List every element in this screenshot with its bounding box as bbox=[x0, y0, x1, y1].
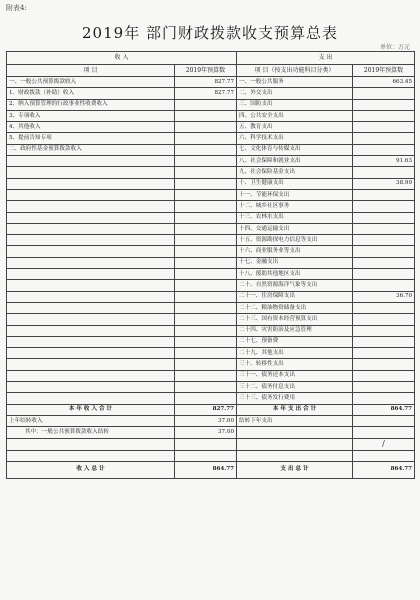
expense-value-cell bbox=[353, 314, 415, 325]
expense-item-cell: 二十四、灾害防治及应急管理 bbox=[237, 325, 353, 336]
expense-item-cell: 十三、农林水支出 bbox=[237, 212, 353, 223]
income-value-cell bbox=[175, 99, 237, 110]
carry-expense-cell: 结转下年支出 bbox=[237, 415, 353, 426]
pen-mark: / bbox=[382, 438, 385, 448]
income-value-cell bbox=[175, 370, 237, 381]
expense-group-header: 支 出 bbox=[237, 52, 415, 65]
income-item-cell: 2、纳入预算管理的行政事业性收费收入 bbox=[7, 99, 175, 110]
income-item-cell bbox=[7, 201, 175, 212]
expense-value-cell bbox=[353, 393, 415, 404]
expense-value-cell bbox=[353, 257, 415, 268]
table-row bbox=[7, 167, 415, 178]
expense-value-cell bbox=[353, 133, 415, 144]
expense-value-cell bbox=[353, 370, 415, 381]
expense-item-header: 项 目（按支出功能科目分类） bbox=[237, 64, 353, 77]
expense-value-cell bbox=[353, 348, 415, 359]
income-item-cell bbox=[7, 393, 175, 404]
table-row bbox=[7, 291, 415, 302]
income-item-cell bbox=[7, 269, 175, 280]
income-item-cell bbox=[7, 348, 175, 359]
expense-item-cell: 四、公共安全支出 bbox=[237, 110, 353, 121]
expense-value-cell bbox=[353, 382, 415, 393]
expense-item-cell: 五、教育支出 bbox=[237, 122, 353, 133]
expense-budget-header: 2019年预算数 bbox=[353, 64, 415, 77]
table-row bbox=[7, 235, 415, 246]
income-value-cell bbox=[175, 314, 237, 325]
expense-value-cell bbox=[353, 212, 415, 223]
income-value-cell bbox=[175, 133, 237, 144]
expense-item-cell: 十八、援助其他地区支出 bbox=[237, 269, 353, 280]
income-value-cell bbox=[175, 122, 237, 133]
carry-expense-value-cell bbox=[353, 450, 415, 461]
expense-item-cell: 七、文化体育与传媒支出 bbox=[237, 144, 353, 155]
table-row bbox=[7, 122, 415, 133]
carry-row bbox=[7, 438, 415, 450]
carry-expense-cell bbox=[237, 438, 353, 450]
income-value-cell: 827.77 bbox=[175, 77, 237, 88]
income-year-total-value: 827.77 bbox=[175, 404, 237, 415]
income-value-cell bbox=[175, 325, 237, 336]
expense-item-cell: 三十三、债务发行费用 bbox=[237, 393, 353, 404]
income-item-cell bbox=[7, 370, 175, 381]
income-value-cell bbox=[175, 178, 237, 189]
carry-income-cell bbox=[7, 438, 175, 450]
carry-expense-value-cell bbox=[353, 427, 415, 438]
expense-item-cell: 十四、交通运输支出 bbox=[237, 223, 353, 234]
income-value-cell bbox=[175, 235, 237, 246]
table-row bbox=[7, 325, 415, 336]
table-row bbox=[7, 144, 415, 155]
expense-value-cell: 36.70 bbox=[353, 291, 415, 302]
expense-grand-total-value: 864.77 bbox=[353, 461, 415, 478]
expense-item-cell: 二十二、粮油物资储备支出 bbox=[237, 302, 353, 313]
column-header-row bbox=[7, 64, 415, 77]
expense-value-cell bbox=[353, 88, 415, 99]
page-title: 2019年 部门财政拨款收支预算总表 bbox=[82, 24, 338, 42]
expense-value-cell bbox=[353, 359, 415, 370]
income-value-cell bbox=[175, 144, 237, 155]
expense-value-cell bbox=[353, 336, 415, 347]
income-item-cell: 3、专项收入 bbox=[7, 110, 175, 121]
income-budget-header: 2019年预算数 bbox=[175, 64, 237, 77]
income-value-cell bbox=[175, 269, 237, 280]
expense-value-cell bbox=[353, 99, 415, 110]
expense-year-total-value: 864.77 bbox=[353, 404, 415, 415]
income-value-cell bbox=[175, 156, 237, 167]
carry-row bbox=[7, 415, 415, 426]
table-row bbox=[7, 393, 415, 404]
table-row bbox=[7, 212, 415, 223]
budget-table-body bbox=[7, 52, 415, 479]
table-row bbox=[7, 382, 415, 393]
expense-value-cell bbox=[353, 167, 415, 178]
expense-item-cell: 二十一、住房保障支出 bbox=[237, 291, 353, 302]
income-value-cell bbox=[175, 291, 237, 302]
table-row bbox=[7, 359, 415, 370]
expense-item-cell: 二十三、国有资本经营预算支出 bbox=[237, 314, 353, 325]
table-row bbox=[7, 348, 415, 359]
expense-value-cell bbox=[353, 246, 415, 257]
table-row bbox=[7, 133, 415, 144]
table-row bbox=[7, 201, 415, 212]
income-value-cell bbox=[175, 257, 237, 268]
income-value-cell bbox=[175, 110, 237, 121]
income-item-cell bbox=[7, 314, 175, 325]
carry-income-value-cell bbox=[175, 438, 237, 450]
unit-label: 单位：万元 bbox=[379, 44, 410, 51]
income-item-cell bbox=[7, 189, 175, 200]
income-item-cell: 一、一般公共预算拨款收入 bbox=[7, 77, 175, 88]
table-row bbox=[7, 189, 415, 200]
expense-value-cell bbox=[353, 280, 415, 291]
income-item-cell bbox=[7, 156, 175, 167]
carry-income-value-cell bbox=[175, 450, 237, 461]
expense-item-cell: 三十、转移性支出 bbox=[237, 359, 353, 370]
expense-year-total-label: 本 年 支 出 合 计 bbox=[237, 404, 353, 415]
income-item-cell bbox=[7, 246, 175, 257]
table-row bbox=[7, 77, 415, 88]
expense-item-cell: 六、科学技术支出 bbox=[237, 133, 353, 144]
income-item-cell bbox=[7, 257, 175, 268]
year-total-row bbox=[7, 404, 415, 415]
expense-item-cell: 十、卫生健康支出 bbox=[237, 178, 353, 189]
income-value-cell bbox=[175, 189, 237, 200]
budget-table bbox=[6, 51, 415, 479]
carry-income-value-cell: 37.00 bbox=[175, 427, 237, 438]
carry-expense-value-cell bbox=[353, 415, 415, 426]
income-item-cell: 4、其他收入 bbox=[7, 122, 175, 133]
carry-income-cell bbox=[7, 450, 175, 461]
table-row bbox=[7, 314, 415, 325]
table-row bbox=[7, 246, 415, 257]
income-value-cell bbox=[175, 201, 237, 212]
income-item-cell bbox=[7, 336, 175, 347]
expense-item-cell: 二十、自然资源海洋气象等支出 bbox=[237, 280, 353, 291]
income-item-cell bbox=[7, 178, 175, 189]
income-item-cell: 1、财政拨款（补助）收入 bbox=[7, 88, 175, 99]
income-value-cell bbox=[175, 359, 237, 370]
expense-value-cell bbox=[353, 189, 415, 200]
income-grand-total-label: 收 入 总 计 bbox=[7, 461, 175, 478]
expense-grand-total-label: 支 出 总 计 bbox=[237, 461, 353, 478]
income-item-cell bbox=[7, 167, 175, 178]
expense-item-cell: 一、一般公共服务 bbox=[237, 77, 353, 88]
income-value-cell bbox=[175, 223, 237, 234]
table-row bbox=[7, 336, 415, 347]
carry-income-value-cell: 37.00 bbox=[175, 415, 237, 426]
table-row bbox=[7, 370, 415, 381]
expense-value-cell bbox=[353, 269, 415, 280]
income-value-cell bbox=[175, 348, 237, 359]
income-item-cell bbox=[7, 325, 175, 336]
income-value-cell bbox=[175, 382, 237, 393]
expense-item-cell: 八、社会保障和就业支出 bbox=[237, 156, 353, 167]
expense-value-cell bbox=[353, 122, 415, 133]
table-row bbox=[7, 88, 415, 99]
expense-item-cell: 三十一、债务还本支出 bbox=[237, 370, 353, 381]
expense-value-cell bbox=[353, 235, 415, 246]
expense-value-cell: 38.99 bbox=[353, 178, 415, 189]
income-value-cell bbox=[175, 302, 237, 313]
expense-value-cell bbox=[353, 144, 415, 155]
income-value-cell bbox=[175, 393, 237, 404]
annex-label: 附表4: bbox=[6, 4, 27, 12]
carry-income-cell: 其中：一般公共预算拨款收入结转 bbox=[7, 427, 175, 438]
income-year-total-label: 本 年 收 入 合 计 bbox=[7, 404, 175, 415]
table-row bbox=[7, 269, 415, 280]
income-item-cell bbox=[7, 235, 175, 246]
expense-value-cell bbox=[353, 325, 415, 336]
expense-item-cell: 三十二、债务付息支出 bbox=[237, 382, 353, 393]
expense-item-cell: 十一、节能环保支出 bbox=[237, 189, 353, 200]
income-item-cell bbox=[7, 359, 175, 370]
expense-value-cell bbox=[353, 223, 415, 234]
table-row bbox=[7, 99, 415, 110]
table-row bbox=[7, 178, 415, 189]
carry-row bbox=[7, 450, 415, 461]
income-item-cell bbox=[7, 302, 175, 313]
expense-value-cell bbox=[353, 302, 415, 313]
expense-item-cell: 三、国防支出 bbox=[237, 99, 353, 110]
expense-value-cell bbox=[353, 201, 415, 212]
table-row bbox=[7, 156, 415, 167]
expense-item-cell: 十二、城乡社区事务 bbox=[237, 201, 353, 212]
income-item-cell: 二、政府性基金预算拨款收入 bbox=[7, 144, 175, 155]
expense-value-cell bbox=[353, 110, 415, 121]
income-item-cell bbox=[7, 280, 175, 291]
table-row bbox=[7, 257, 415, 268]
income-item-cell bbox=[7, 382, 175, 393]
income-item-header: 项 目 bbox=[7, 64, 175, 77]
carry-expense-value-cell bbox=[353, 438, 415, 450]
income-item-cell bbox=[7, 212, 175, 223]
income-value-cell bbox=[175, 167, 237, 178]
income-grand-total-value: 864.77 bbox=[175, 461, 237, 478]
expense-value-cell: 663.45 bbox=[353, 77, 415, 88]
income-value-cell: 827.77 bbox=[175, 88, 237, 99]
income-item-cell bbox=[7, 291, 175, 302]
income-value-cell bbox=[175, 246, 237, 257]
expense-item-cell: 二十九、其他支出 bbox=[237, 348, 353, 359]
grand-total-row bbox=[7, 461, 415, 478]
income-item-cell: 5、提前告知专项 bbox=[7, 133, 175, 144]
table-row bbox=[7, 223, 415, 234]
expense-item-cell: 十五、资源勘探电力信息等支出 bbox=[237, 235, 353, 246]
group-header-row bbox=[7, 52, 415, 65]
income-group-header: 收 入 bbox=[7, 52, 237, 65]
expense-item-cell: 十七、金融支出 bbox=[237, 257, 353, 268]
carry-row bbox=[7, 427, 415, 438]
expense-item-cell: 十六、商业服务业等支出 bbox=[237, 246, 353, 257]
expense-item-cell: 九、社会保险基金支出 bbox=[237, 167, 353, 178]
income-value-cell bbox=[175, 212, 237, 223]
carry-expense-cell bbox=[237, 427, 353, 438]
income-item-cell bbox=[7, 223, 175, 234]
table-row bbox=[7, 110, 415, 121]
income-value-cell bbox=[175, 336, 237, 347]
table-row bbox=[7, 280, 415, 291]
carry-expense-cell bbox=[237, 450, 353, 461]
income-value-cell bbox=[175, 280, 237, 291]
table-row bbox=[7, 302, 415, 313]
carry-income-cell: 上年结转收入 bbox=[7, 415, 175, 426]
expense-value-cell: 91.63 bbox=[353, 156, 415, 167]
expense-item-cell: 二十七、预备费 bbox=[237, 336, 353, 347]
expense-item-cell: 二、外交支出 bbox=[237, 88, 353, 99]
